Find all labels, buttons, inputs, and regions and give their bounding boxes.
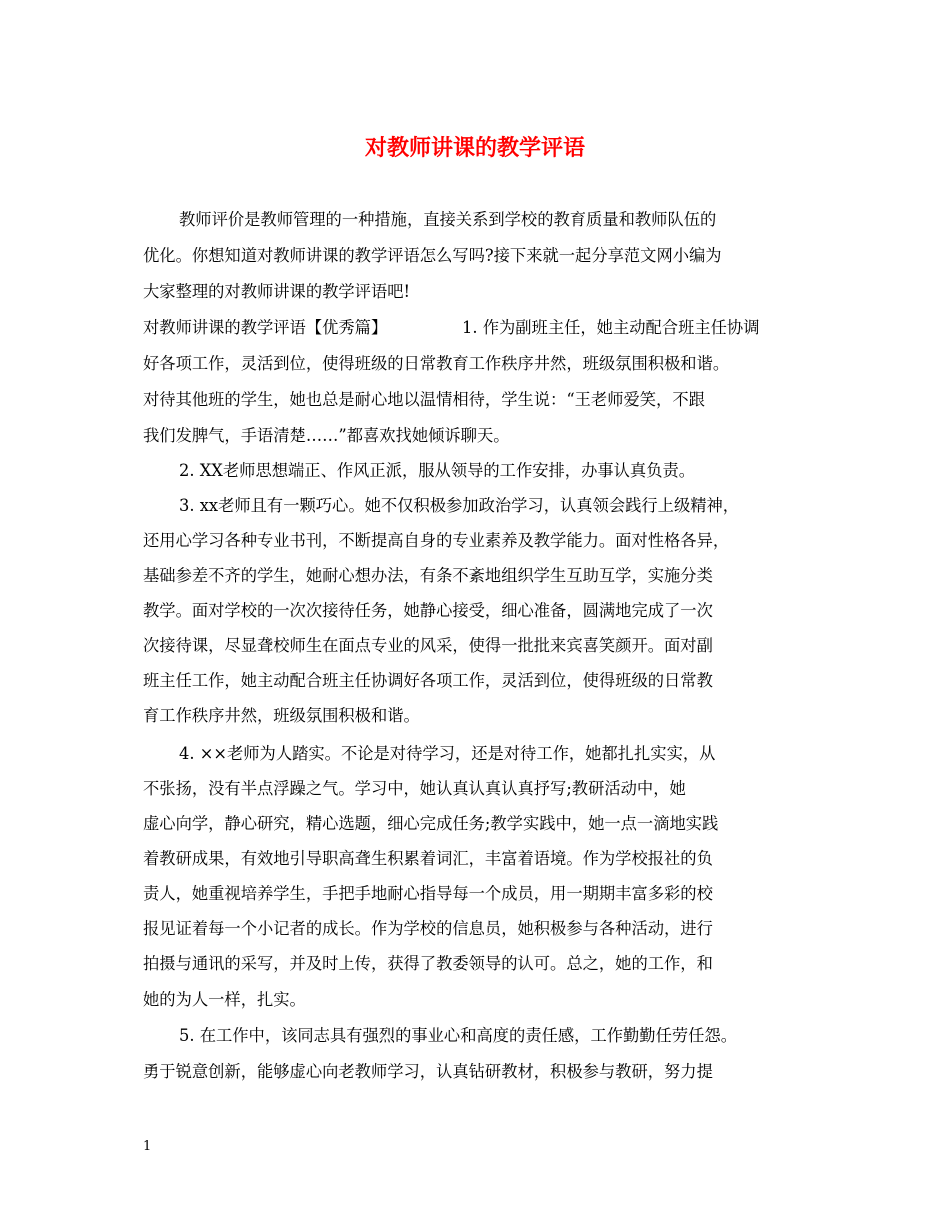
text-line [0,384,950,416]
text-line [0,843,950,875]
text-line [0,560,950,592]
text-line-content: 责人，她重视培养学生，手把手地耐心指导每一个成员，用一期期丰富多彩的校 [143,884,713,903]
text-line [0,773,950,805]
text-line [0,490,950,522]
text-line-content: 次接待课，尽显聋校师生在面点专业的风采，使得一批批来宾喜笑颜开。面对副 [143,636,713,655]
text-line [0,738,950,770]
text-line [0,276,950,308]
text-line [0,984,950,1016]
text-line-content: 勇于锐意创新，能够虚心向老教师学习，认真钻研教材，积极参与教研，努力提 [143,1062,713,1081]
text-line-content: 对待其他班的学生，她也总是耐心地以温情相待，学生说：“王老师爱笑，不跟 [143,390,705,409]
text-line [0,630,950,662]
text-line-content: 虚心向学，静心研究，精心选题，细心完成任务;教学实践中，她一点一滴地实践 [143,814,719,833]
page-title: 对教师讲课的教学评语 [364,135,585,161]
text-line [0,700,950,732]
page-number: 1 [143,1139,152,1154]
text-line-content: 着教研成果，有效地引导职高聋生积累着词汇，丰富着语境。作为学校报社的负 [143,849,713,868]
text-line [0,913,950,945]
text-line [0,665,950,697]
text-line [0,1056,950,1088]
text-line [0,240,950,272]
text-line [0,455,950,487]
section-heading: 对教师讲课的教学评语【优秀篇】 [143,318,388,337]
text-line [0,204,950,236]
text-line [0,420,950,452]
text-line-content: 教学。面对学校的一次次接待任务，她静心接受，细心准备，圆满地完成了一次 [143,601,713,620]
text-line [0,595,950,627]
text-line-content: 拍摄与通讯的采写，并及时上传，获得了教委领导的认可。总之，她的工作，和 [143,954,713,973]
text-line [0,348,950,380]
text-line-content: 3. xx老师且有一颗巧心。她不仅积极参加政治学习，认真领会践行上级精神， [179,496,740,515]
text-line [0,1020,950,1052]
text-line-content: 基础参差不齐的学生，她耐心想办法，有条不紊地组织学生互助互学，实施分类 [143,566,713,585]
text-line-content: 大家整理的对教师讲课的教学评语吧! [143,282,411,301]
text-line-content: 还用心学习各种专业书刊，不断提高自身的专业素养及教学能力。面对性格各异， [143,531,730,550]
text-line-content: 我们发脾气，手语清楚……”都喜欢找她倾诉聊天。 [143,426,510,445]
text-line-content: 育工作秩序井然，班级氛围积极和谐。 [143,706,420,725]
text-line-content: 1. 作为副班主任，她主动配合班主任协调 [462,318,760,337]
text-line-content: 5. 在工作中，该同志具有强烈的事业心和高度的责任感，工作勤勤任劳任怨。 [179,1026,737,1045]
text-line-content: 报见证着每一个小记者的成长。作为学校的信息员，她积极参与各种活动，进行 [143,919,713,938]
text-line-content: 好各项工作，灵活到位，使得班级的日常教育工作秩序井然，班级氛围积极和谐。 [143,354,730,373]
text-line-content: 教师评价是教师管理的一种措施，直接关系到学校的教育质量和教师队伍的 [179,210,717,229]
text-line [0,878,950,910]
text-line [0,948,950,980]
text-line-content: 不张扬，没有半点浮躁之气。学习中，她认真认真认真抒写;教研活动中，她 [143,779,686,798]
text-line-content: 2. XX老师思想端正、作风正派，服从领导的工作安排，办事认真负责。 [179,461,696,480]
text-line-content: 4. ××老师为人踏实。不论是对待学习，还是对待工作，她都扎扎实实，从 [179,744,716,763]
text-line [0,808,950,840]
text-line [0,312,950,344]
text-line-content: 优化。你想知道对教师讲课的教学评语怎么写吗?接下来就一起分享范文网小编为 [143,246,722,265]
text-line-content: 班主任工作，她主动配合班主任协调好各项工作，灵活到位，使得班级的日常教 [143,671,713,690]
text-line [0,525,950,557]
text-line-content: 她的为人一样，扎实。 [143,990,306,1009]
